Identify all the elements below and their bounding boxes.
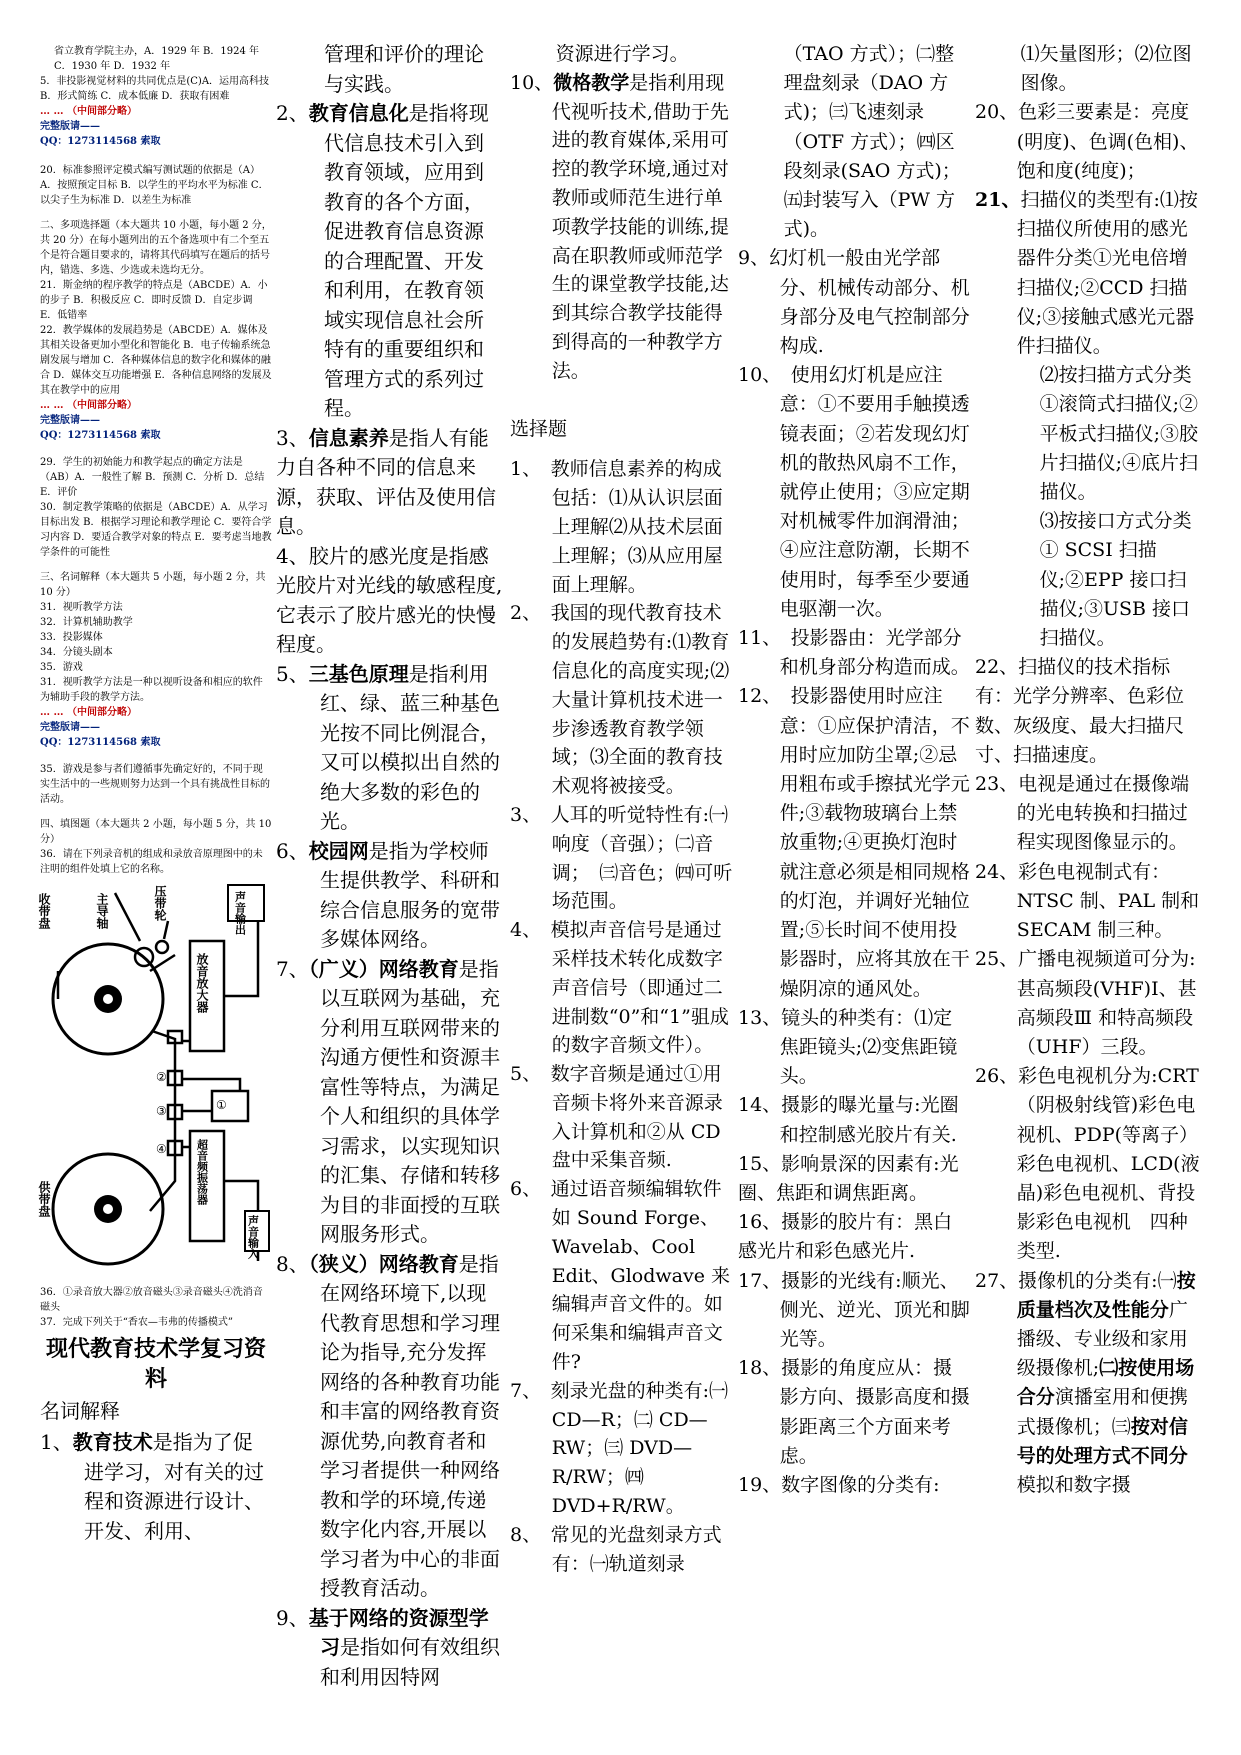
diagram-oscillator-label: 超音频振荡器 <box>195 1139 209 1205</box>
choice-22: 22、扫描仪的技术指标有：光学分辨率、色彩位数、灰级度、最大扫描尺寸、扫描速度。 <box>975 656 1185 766</box>
term-education-technology: 教育技术 <box>72 1430 153 1454</box>
choice-13: 13、镜头的种类有：⑴定焦距镜头;⑵变焦距镜头。 <box>738 1006 958 1088</box>
choice-5: 5、 数字音频是通过①用音频卡将外来音源录入计算机和②从 CD 盘中采集音频. <box>510 1063 723 1172</box>
choice-7: 7、 刻录光盘的种类有:㈠ CD—R；㈡ CD—RW；㈢ DVD—R/RW；㈣ DVD+R/RW。 <box>510 1379 728 1518</box>
definition-8: 8、（狭义）网络教育是指在网络环境下,以现代教育思想和学习理论为指导,充分发挥网络的各种教育功能和丰富的网络教育资源优势,向教育者和学习者提供一种网络教和学的环境,传递数字化内容,开展以学习者为中心的非面授教育活动。 <box>276 1251 500 1600</box>
section-terms-heading: 名词解释 <box>40 1399 120 1423</box>
omitted-note: … … （中间部分略） <box>40 106 137 117</box>
choice-11: 11、 投影器由：光学部分和机身部分构造而成。 <box>738 627 970 679</box>
diagram-playback-amp-label: 放音放大器 <box>195 953 209 1013</box>
choice-26: 26、彩色电视机分为:CRT（阴极射线管)彩色电视机、PDP(等离子）彩色电视机、LCD(液晶)彩色电视机、背投影彩色电视机 四种类型. <box>975 1065 1200 1263</box>
diagram-marker-2: ② <box>156 1070 167 1084</box>
full-version-note: 完整版请—— <box>40 121 100 132</box>
choice-23: 23、电视是通过在摄像端的光电转换和扫描过程实现图像显示的。 <box>975 773 1190 854</box>
diagram-marker-4: ④ <box>156 1142 167 1156</box>
diagram-supply-reel-label: 供带盘 <box>37 1181 51 1217</box>
diagram-sound-input-label: 声音输入 <box>246 1215 260 1259</box>
definition-6: 6、校园网是指为学校师生提供教学、科研和综合信息服务的宽带多媒体网络。 <box>276 838 500 951</box>
choice-19-continued: ⑴矢量图形；⑵位图图像。 <box>1020 43 1192 95</box>
column-2 <box>276 40 503 1692</box>
choice-15: 15、影响景深的因素有:光圈、焦距和调焦距离。 <box>738 1152 959 1204</box>
definition-10: 10、微格教学是指利用现代视听技术,借助于先进的教育媒体,采用可控的教学环境,通过对教师或师范生进行单项教学技能的训练,提高在职教师或师范学生的课堂教学技能,达到其综合教学技能得到得高的一种教学方法。 <box>510 71 729 382</box>
column-1 <box>37 44 272 1546</box>
qq-contact: QQ：1273114568 索取 <box>40 737 161 748</box>
definition-5: 5、三基色原理是指利用红、绿、蓝三种基色光按不同比例混合，又可以模拟出自然的绝大多数的彩色的光。 <box>276 661 500 833</box>
diagram-marker-3: ③ <box>156 1104 167 1118</box>
qq-contact: QQ：1273114568 索取 <box>40 430 161 441</box>
question-20: 20．标准参照评定模式编写测试题的依据是（A）A．按照预定目标 B．以学生的平均水平为标准 C．以尖子生为标准 D．以差生为标准 <box>40 165 269 206</box>
full-version-note: 完整版请—— <box>40 722 100 733</box>
definition-2: 2、教育信息化是指将现代信息技术引入到教育领域，应用到教育的各个方面，促进教育信息资源的合理配置、开发和利用，在教育领域实现信息社会所特有的重要组织和管理方式的系列过程。 <box>276 101 489 420</box>
choice-8: 8、 常见的光盘刻录方式有：㈠轨道刻录 <box>510 1523 722 1575</box>
diagram-marker-1: ① <box>216 1098 227 1112</box>
definition-3: 3、信息素养是指人有能力自各种不同的信息来源，获取、评估及使用信息。 <box>276 425 496 538</box>
choice-18: 18、摄影的角度应从：摄影方向、摄影高度和摄影距离三个方面来考虑。 <box>738 1357 970 1467</box>
column-3 <box>510 40 735 1578</box>
diagram-capstan-label: 主导轴 <box>95 893 109 929</box>
choice-6: 6、 通过语音频编辑软件如 Sound Forge、Wavelab、Cool Edit、Glodwave 来编辑声音文件的。如何采集和编辑声音文件? <box>510 1178 731 1374</box>
diagram-pinch-roller-label: 压带轮 <box>153 885 167 921</box>
answer-31: 31．视听教学方法是一种以视听设备和相应的软件为辅助手段的教学方法。 <box>40 677 263 703</box>
choice-27: 27、摄像机的分类有:㈠按质量档次及性能分广播级、专业级和家用级摄像机;㈡按使用场合分演播室用和便携式摄像机；㈢按对信号的处理方式不同分模拟和数字摄 <box>975 1269 1196 1496</box>
diagram-take-up-reel-label: 收带盘 <box>37 893 51 929</box>
section-3-heading: 三、名词解释（本大题共 5 小题，每小题 2 分，共 10 分） <box>40 572 266 598</box>
term-33: 33．投影媒体 <box>40 632 103 643</box>
choice-17: 17、摄影的光线有:顺光、侧光、逆光、顶光和脚光等。 <box>738 1269 970 1350</box>
choice-25: 25、广播电视频道可分为:甚高频段(VHF)Ⅰ、甚高频段Ⅲ 和特高频段（UHF）三段。 <box>975 948 1197 1058</box>
choice-1: 1、 教师信息素养的构成包括：⑴从认识层面上理解⑵从技术层面上理解；⑶从应用屋面上理解。 <box>510 458 723 596</box>
choice-14: 14、摄影的曝光量与:光圈和控制感光胶片有关. <box>738 1094 959 1146</box>
qq-contact: QQ：1273114568 索取 <box>40 136 161 147</box>
section-4-heading: 四、填图题（本大题共 2 小题，每小题 5 分，共 10 分） <box>40 819 272 845</box>
answer-35: 35．游戏是参与者们遵循事先确定好的，不同于现实生活中的一些规则努力达到一个具有挑战性目标的活动。 <box>40 764 270 805</box>
tape-recorder-diagram <box>37 881 272 1276</box>
omitted-note: … … （中间部分略） <box>40 400 137 411</box>
choice-21-scan-method: ⑵按扫描方式分类①滚筒式扫描仪;②平板式扫描仪;③胶片扫描仪;④底片扫描仪。 <box>1039 364 1198 504</box>
definition-1-continued: 管理和评价的理论与实践。 <box>324 42 484 96</box>
question-30: 30．制定教学策略的依据是（ABCDE）A．从学习目标出发 B．根据学习理论和教学理论 C．要符合学习内容 D．要适合教学对象的特点 E．要考虑当地教学条件的可能性 <box>40 502 272 558</box>
definition-1: 1、教育技术是指为了促进学习，对有关的过程和资源进行设计、开发、利用、 <box>40 1430 264 1543</box>
fragment-top: 省立教育学院主办，A．1929 年 B．1924 年 C．1930 年 D．1932 年 <box>54 46 260 72</box>
definition-4: 4、胶片的感光度是指感光胶片对光线的敏感程度,它表示了胶片感光的快慢程度。 <box>276 543 503 656</box>
choice-21-interface: ⑶按接口方式分类① SCSI 扫描仪;②EPP 接口扫描仪;③USB 接口扫描仪。 <box>1039 510 1192 650</box>
choice-21: 21、扫描仪的类型有:⑴按扫描仪所使用的感光器件分类①光电倍增扫描仪;②CCD 扫描仪;③接触式感光元器件扫描仪。 <box>975 189 1198 358</box>
term-31: 31．视听教学方法 <box>40 602 123 613</box>
choice-19: 19、数字图像的分类有: <box>738 1473 940 1496</box>
question-37: 37．完成下列关于“香农—韦弗的传播模式” <box>40 1317 233 1328</box>
answer-36: 36．①录音放大器②放音磁头③录音磁头④洗消音磁头 <box>40 1287 263 1313</box>
section-choice-heading: 选择题 <box>510 417 568 440</box>
choice-20: 20、色彩三要素是：亮度(明度)、色调(色相)、饱和度(纯度)； <box>975 101 1199 182</box>
question-21: 21．斯金纳的程序教学的特点是（ABCDE）A．小的步子 B．积极反应 C．即时反馈 D．自定步调 E．低错率 <box>40 280 268 321</box>
choice-10: 10、 使用幻灯机是应注意：①不要用手触摸透镜表面；②若发现幻灯机的散热风扇不工作，就停止使用；③应定期对机械零件加润滑油；④应注意防潮，长期不使用时，每季至少要通电驱潮一次。 <box>738 364 970 620</box>
diagram-sound-output-label: 声音输出 <box>233 891 247 935</box>
document-title: 现代教育技术学复习资料 <box>45 1336 266 1392</box>
definition-9-continued: 资源进行学习。 <box>555 43 689 65</box>
choice-24: 24、彩色电视制式有：NTSC 制、PAL 制和 SECAM 制三种。 <box>975 860 1200 942</box>
question-29: 29．学生的初始能力和教学起点的确定方法是（AB）A．一般性了解 B．预测 C．分析 D．总结 E．评价 <box>40 457 265 498</box>
definition-9: 9、基于网络的资源型学习是指如何有效组织和利用因特网 <box>276 1605 500 1689</box>
section-2-heading: 二、多项选择题（本大题共 10 小题，每小题 2 分，共 20 分）在每小题列出的五个备选项中有二个至五个是符合题目要求的，请将其代码填写在题后的括号内，错选、多选、少选或未选均无分。 <box>40 220 272 276</box>
full-version-note: 完整版请—— <box>40 415 100 426</box>
omitted-note: … … （中间部分略） <box>40 707 137 718</box>
choice-4: 4、 模拟声音信号是通过采样技术转化成数字声音信号（即通过二进制数“0”和“1”驵成的数字音频文件）。 <box>510 919 729 1057</box>
question-36: 36．请在下列录音机的组成和录放音原理图中的未注明的组件处填上它的名称。 <box>40 849 263 875</box>
term-34: 34．分镜头剧本 <box>40 647 113 658</box>
question-22: 22．教学媒体的发展趋势是（ABCDE）A．媒体及其相关设备更加小型化和智能化 B．电子传输系统急剧发展与增加 C．各种媒体信息的数字化和媒体的融合 D．媒体交互功能增强 E．各种信息网络的发展及其在教学中的应用 <box>40 325 272 396</box>
term-32: 32．计算机辅助教学 <box>40 617 133 628</box>
choice-3: 3、 人耳的听觉特性有:㈠响度（音强）；㈡音调； ㈢音色；㈣可听场范围。 <box>510 803 733 913</box>
choice-16: 16、摄影的胶片有：黑白感光片和彩色感光片. <box>738 1211 953 1263</box>
column-5 <box>975 40 1205 1500</box>
choice-9: 9、幻灯机一般由光学部分、机械传动部分、机身部分及电气控制部分构成. <box>738 247 970 358</box>
choice-12: 12、 投影器使用时应注意：①应保护清洁，不用时应加防尘罩;②忌用粗布或手擦拭光学元件;③载物玻璃台上禁放重物;④更换灯泡时就注意必须是相同规格的灯泡，并调好光轴位置;⑤长时间不使用投影器时，应将其放在干燥阴凉的通风处。 <box>738 685 970 1000</box>
term-35: 35．游戏 <box>40 662 83 673</box>
definition-7: 7、（广义）网络教育是指以互联网为基础，充分利用互联网带来的沟通方便性和资源丰富性等特点，为满足个人和组织的具体学习需求，以实现知识的汇集、存储和转移为目的非面授的互联网服务形式。 <box>276 956 500 1246</box>
column-4 <box>738 40 970 1500</box>
choice-2: 2、 我国的现代教育技术的发展趋势有:⑴教育信息化的高度实现;⑵大量计算机技术进一步渗透教育教学领域；⑶全面的教育技术观将被接受。 <box>510 602 730 798</box>
question-5: 5．非投影视觉材料的共同优点是(C)A．运用高科技 B．形式简练 C．成本低廉 D．获取有困难 <box>40 76 270 102</box>
choice-8-continued: （TAO 方式）；㈡整理盘刻录（DAO 方式)；㈢飞速刻录（OTF 方式）；㈣区段刻录(SAO 方式)；㈤封装写入（PW 方式)。 <box>783 43 961 241</box>
